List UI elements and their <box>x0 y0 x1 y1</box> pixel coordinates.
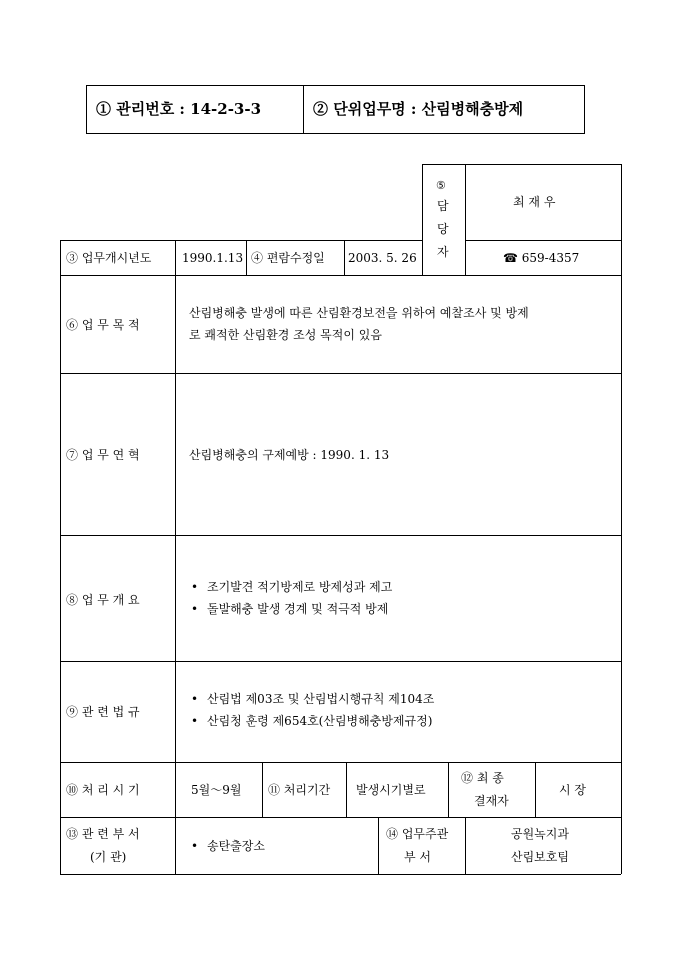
table-line <box>262 762 263 817</box>
manager-label-char: 자 <box>437 245 449 259</box>
table-line <box>621 164 622 874</box>
table-line <box>60 275 621 276</box>
table-line <box>346 762 347 817</box>
main-dept-label: ⑭ 업무주관 <box>386 827 449 841</box>
management-number: ① 관리번호 : 14-2-3-3 <box>96 100 262 118</box>
unit-task-name: ② 단위업무명 : 산림병해충방제 <box>313 100 524 118</box>
table-line <box>465 164 466 275</box>
main-dept-label: 부 서 <box>404 850 431 864</box>
table-line <box>344 240 345 275</box>
start-year-value: 1990.1.13 <box>182 251 244 265</box>
table-line <box>60 762 621 763</box>
period-label: ⑪ 처리기간 <box>268 783 331 797</box>
revision-label: ④ 편람수정일 <box>251 251 325 265</box>
manager-name: 최 재 우 <box>513 195 556 209</box>
bullet-icon: • <box>191 714 199 728</box>
manager-label-char: 담 <box>437 199 449 213</box>
laws-label: ⑨ 관 련 법 규 <box>66 705 140 719</box>
departments-label: ⑬ 관 련 부 서 <box>66 827 140 841</box>
list-item: • 산림법 제03조 및 산림법시행규칙 제104조 <box>189 688 434 710</box>
manager-phone <box>503 250 579 266</box>
purpose-line: 로 쾌적한 산림환경 조성 목적이 있음 <box>189 328 382 342</box>
list-item: • 조기발견 적기방제로 방제성과 제고 <box>189 576 392 598</box>
laws-list <box>189 688 434 732</box>
table-line <box>60 240 61 874</box>
table-line <box>60 661 621 662</box>
manager-label-char: 당 <box>437 222 449 236</box>
header-divider <box>303 85 304 134</box>
approver-value: 시 장 <box>559 783 586 797</box>
manager-label-circle: ⑤ <box>436 179 446 192</box>
telephone-icon: ☎ 659-4357 <box>503 251 580 265</box>
table-line <box>535 762 536 817</box>
revision-value: 2003. 5. 26 <box>348 251 417 265</box>
history-label: ⑦ 업 무 연 혁 <box>66 448 140 462</box>
history-text: 산림병해충의 구제예방 : 1990. 1. 13 <box>189 448 390 462</box>
table-line <box>378 817 379 874</box>
departments-label: (기 관) <box>90 850 127 864</box>
overview-label: ⑧ 업 무 개 요 <box>66 593 140 607</box>
purpose-line: 산림병해충 발생에 따른 산림환경보전을 위하여 예찰조사 및 방제 <box>189 306 529 320</box>
approver-label: 결재자 <box>474 794 509 808</box>
table-line <box>465 817 466 874</box>
purpose-label: ⑥ 업 무 목 적 <box>66 318 140 332</box>
table-line <box>246 240 247 275</box>
main-dept-value: 산림보호팀 <box>511 850 569 864</box>
table-line <box>422 164 423 275</box>
start-year-label: ③ 업무개시년도 <box>66 251 152 265</box>
bullet-icon: • <box>191 692 199 706</box>
bullet-icon: • <box>191 580 199 594</box>
table-line <box>60 373 621 374</box>
table-line <box>60 240 422 241</box>
table-line <box>448 762 449 817</box>
period-value: 발생시기별로 <box>356 783 426 797</box>
timing-label: ⑩ 처 리 시 기 <box>66 783 140 797</box>
purpose-text <box>189 302 529 346</box>
table-line <box>175 240 176 874</box>
main-dept-value: 공원녹지과 <box>511 827 569 841</box>
table-line <box>465 240 621 241</box>
approver-label: ⑫ 최 종 <box>461 771 504 785</box>
bullet-icon: • <box>191 602 199 616</box>
table-line <box>60 817 621 818</box>
list-item: • 돌발해충 발생 경계 및 적극적 방제 <box>189 598 392 620</box>
departments-value: • 송탄출장소 <box>191 839 265 853</box>
timing-value: 5월～9월 <box>191 783 242 797</box>
table-line <box>60 874 621 875</box>
list-item: • 산림청 훈령 제654호(산림병해충방제규정) <box>189 710 434 732</box>
table-line <box>60 535 621 536</box>
overview-list <box>189 576 392 620</box>
table-line <box>422 164 621 165</box>
bullet-icon: • <box>191 839 199 853</box>
